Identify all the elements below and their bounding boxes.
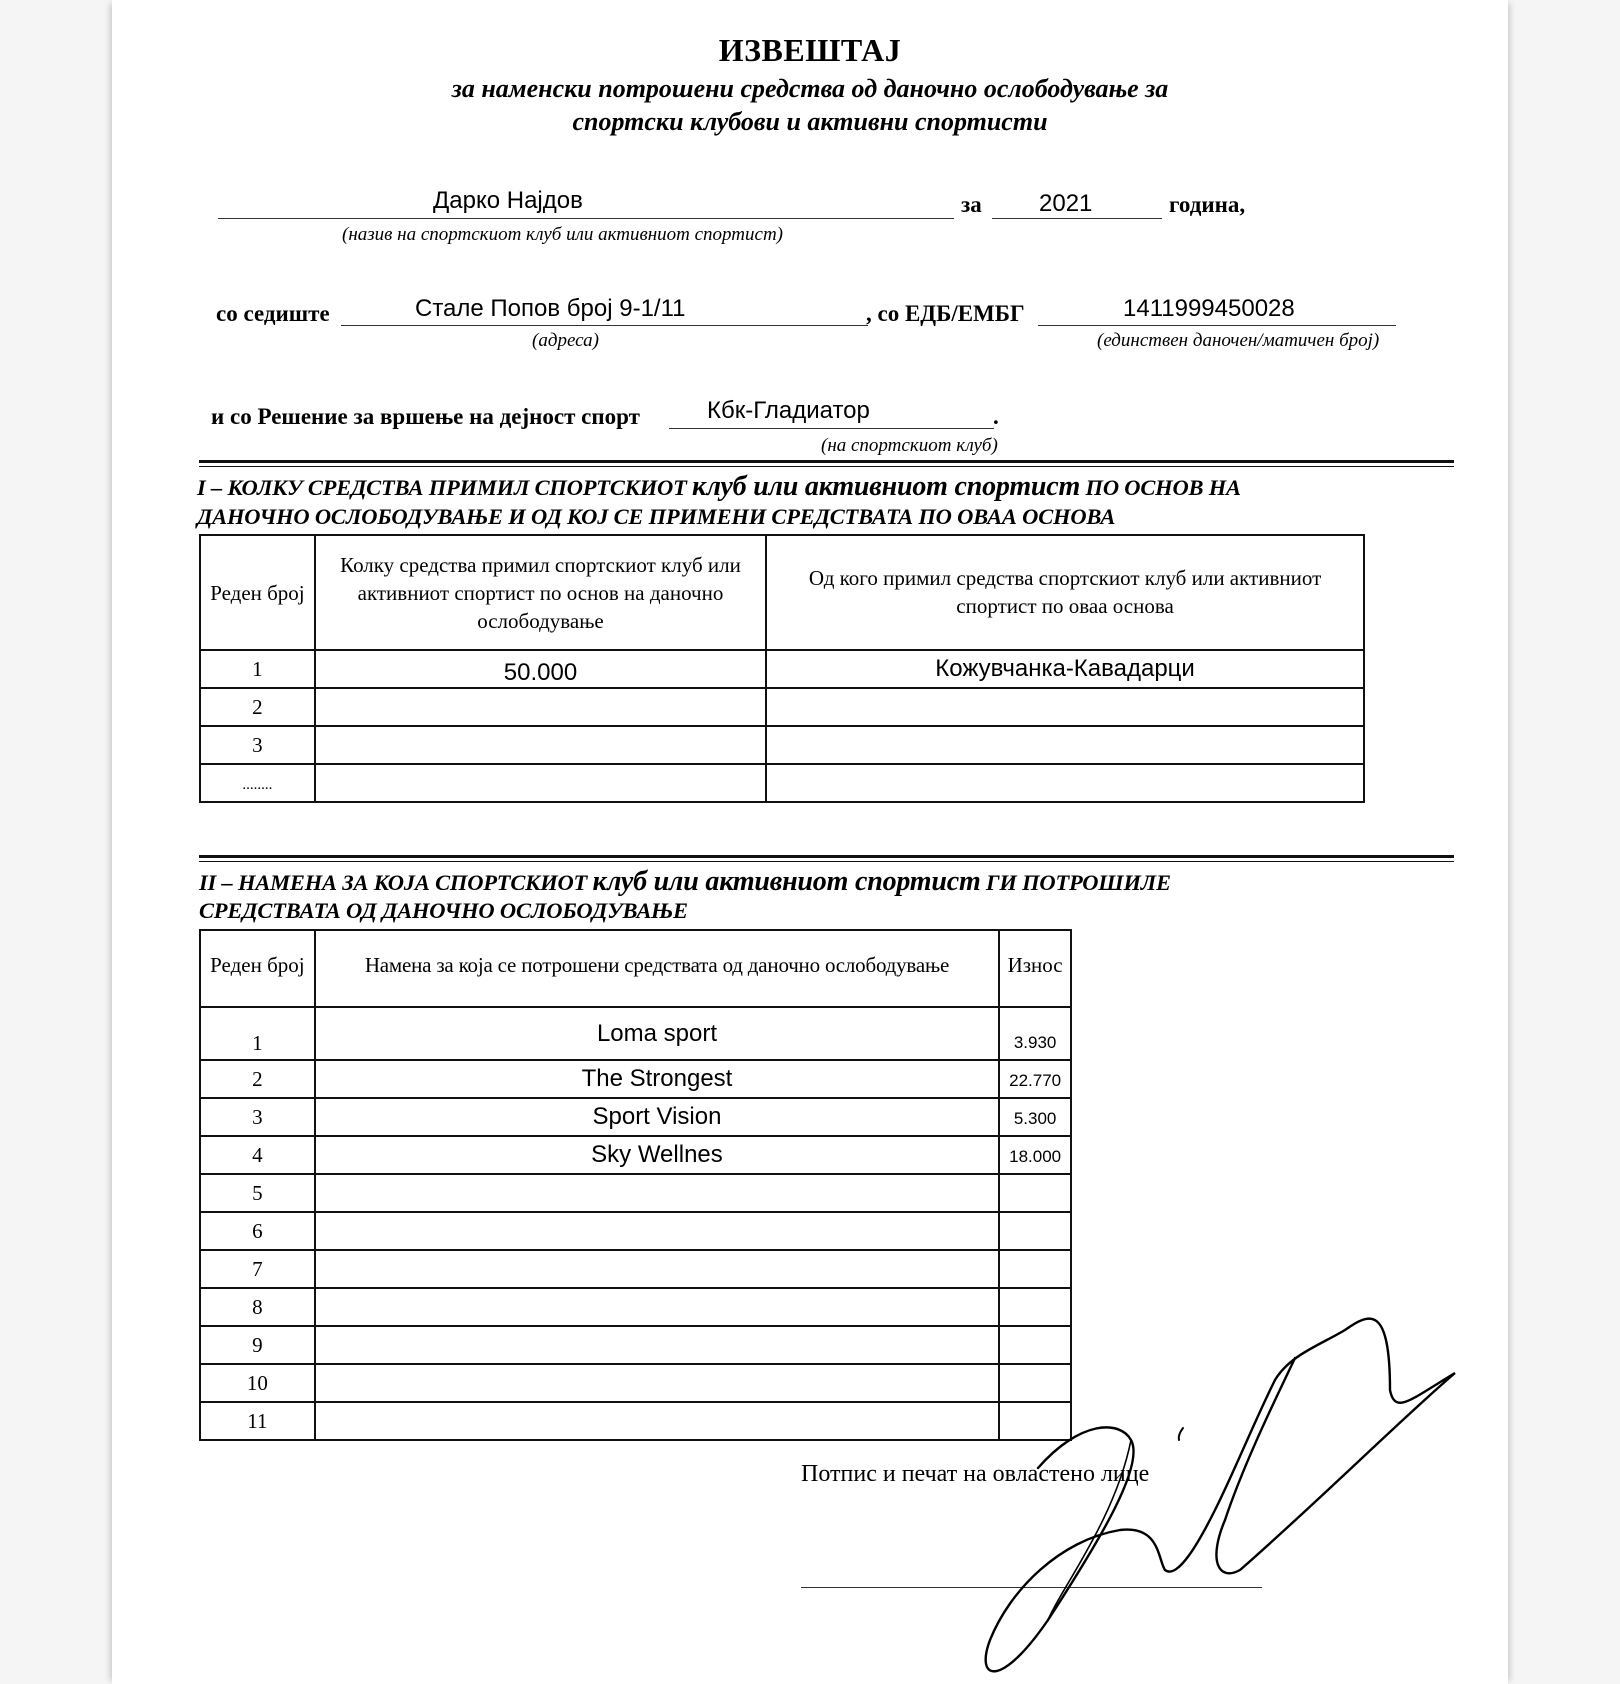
- section2-heading-part: II – НАМЕНА ЗА КОЈА СПОРТСКИОТ: [199, 870, 593, 895]
- section1-heading-emphasis: клуб или активниот спортист: [692, 471, 1081, 502]
- edb-caption: (единствен даночен/матичен број): [1097, 330, 1380, 351]
- decision-label: и со Решение за вршење на дејност спорт: [211, 404, 640, 429]
- signature-caption: Потпис и печат на овластено лице: [801, 1461, 1150, 1487]
- club-caption: (на спортскиот клуб): [821, 435, 998, 456]
- signature-stroke: [986, 1319, 1455, 1672]
- document-subtitle-line1: за наменски потрошени средства од даночно ослободување за: [451, 74, 1169, 103]
- edb-field[interactable]: 1411999450028: [1123, 295, 1295, 322]
- edb-label: , со ЕДБ/ЕМБГ: [866, 301, 1025, 326]
- row-number-cell-text: 10: [246, 1371, 268, 1395]
- purpose-cell-text: Loma sport: [596, 1019, 717, 1047]
- address-field[interactable]: Стале Попов број 9-1/11: [415, 295, 686, 322]
- purpose-cell-text: The Strongest: [581, 1065, 733, 1092]
- amount-cell-text: 3.930: [1013, 1033, 1057, 1052]
- row-number-cell-text: 2: [252, 695, 263, 719]
- name-field[interactable]: Дарко Најдов: [433, 187, 583, 214]
- row-number-cell-text: 1: [252, 1030, 263, 1055]
- row-number-cell-text: 4: [252, 1143, 263, 1167]
- row-number-cell-text: 7: [252, 1257, 263, 1281]
- section1-heading-part: I – КОЛКУ СРЕДСТВА ПРИМИЛ СПОРТСКИОТ: [197, 475, 693, 500]
- source-cell-text: Кожувчанка-Кавадарци: [935, 655, 1195, 682]
- address-caption: (адреса): [532, 330, 599, 351]
- row-number-cell-text: ........: [242, 776, 273, 793]
- row-number-cell-text: 6: [252, 1219, 263, 1243]
- amount-cell-text: 18.000: [1009, 1147, 1062, 1166]
- section1-heading-line2: ДАНОЧНО ОСЛОБОДУВАЊЕ И ОД КОЈ СЕ ПРИМЕНИ СРЕДСТВАТА ПО ОВАА ОСНОВА: [197, 504, 1116, 529]
- column-header: Намена за која се потрошени средствата од даночно ослободување: [315, 930, 1000, 1007]
- purpose-cell-text: Sky Wellnes: [591, 1141, 723, 1168]
- column-header: Од кого примил средства спортскиот клуб или активниот спортист по оваа основа: [766, 535, 1364, 650]
- document-title: ИЗВЕШТАЈ: [718, 32, 902, 68]
- amount-cell-text: 50.000: [503, 659, 578, 686]
- section2-heading-emphasis: клуб или активниот спортист: [592, 866, 981, 897]
- column-header: Реден број: [200, 535, 315, 650]
- row-number-cell-text: 9: [252, 1333, 263, 1357]
- amount-cell-text: 5.300: [1013, 1109, 1057, 1128]
- row-number-cell-text: 1: [252, 657, 263, 681]
- year-label: година,: [1169, 192, 1246, 217]
- purpose-cell-text: Sport Vision: [592, 1103, 722, 1130]
- row-number-cell-text: 5: [252, 1181, 263, 1205]
- section2-heading-line2: СРЕДСТВАТА ОД ДАНОЧНО ОСЛОБОДУВАЊЕ: [199, 898, 688, 923]
- year-field[interactable]: 2021: [1039, 190, 1093, 217]
- club-field[interactable]: Кбк-Гладиатор: [707, 397, 870, 424]
- club-suffix: .: [993, 404, 999, 429]
- row-number-cell-text: 8: [252, 1295, 263, 1319]
- for-label: за: [961, 192, 982, 217]
- signature-dot: [1179, 1428, 1183, 1440]
- column-header: Износ: [999, 930, 1071, 1007]
- seat-label: со седиште: [216, 301, 330, 326]
- section2-heading-part: ГИ ПОТРОШИЛЕ: [980, 870, 1171, 895]
- row-number-cell-text: 11: [247, 1409, 268, 1433]
- row-number-cell-text: 2: [252, 1067, 263, 1091]
- document-subtitle-line2: спортски клубови и активни спортисти: [572, 107, 1048, 136]
- name-caption: (назив на спортскиот клуб или активниот спортист): [342, 224, 783, 245]
- section1-heading-part: ПО ОСНОВ НА: [1080, 475, 1241, 500]
- row-number-cell-text: 3: [252, 1105, 263, 1129]
- column-header: Колку средства примил спортскиот клуб или активниот спортист по основ на даночно ослободување: [315, 535, 766, 650]
- amount-cell-text: 22.770: [1009, 1071, 1062, 1090]
- column-header: Реден број: [200, 930, 315, 1007]
- row-number-cell-text: 3: [252, 733, 263, 757]
